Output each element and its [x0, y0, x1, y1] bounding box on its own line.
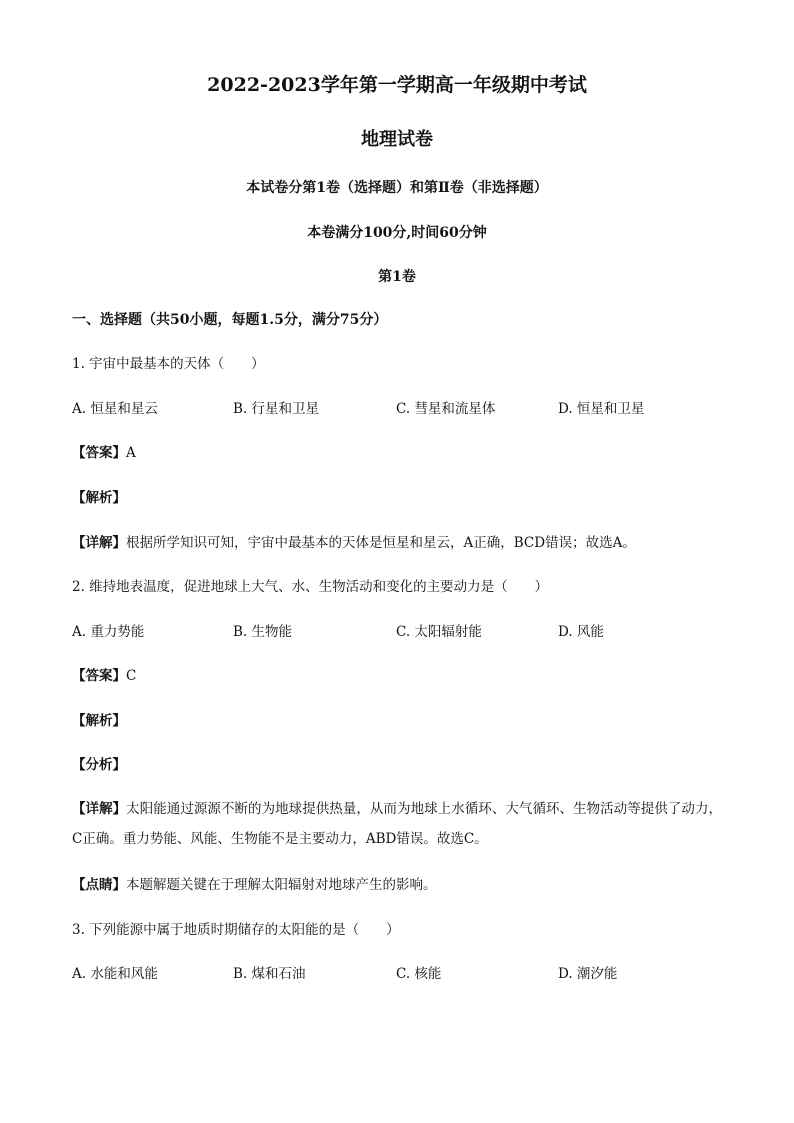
question-2-stem: 2. 维持地表温度，促进地球上大气、水、生物活动和变化的主要动力是（ ） — [72, 579, 549, 595]
volume-title: 第1卷 — [378, 269, 416, 285]
exam-title: 2022-2023学年第一学期高一年级期中考试 — [207, 74, 587, 96]
question-3-stem: 3. 下列能源中属于地质时期储存的太阳能的是（ ） — [72, 922, 400, 938]
question-1-detail — [72, 534, 636, 552]
answer-value: A — [126, 445, 136, 461]
section-heading: 一、选择题（共50小题，每题1.5分，满分75分） — [72, 312, 388, 328]
score-time-note: 本卷满分100分,时间60分钟 — [307, 225, 487, 241]
answer-tag: 【答案】 — [72, 445, 126, 461]
question-3-option-a: A. 水能和风能 — [72, 966, 158, 982]
question-1-option-b: B. 行星和卫星 — [233, 401, 320, 417]
point-text: 本题解题关键在于理解太阳辐射对地球产生的影响。 — [126, 877, 437, 893]
question-2-option-b: B. 生物能 — [233, 624, 293, 640]
question-3-option-c: C. 核能 — [396, 966, 442, 982]
question-1-analysis-tag: 【解析】 — [72, 490, 126, 506]
question-2-fenxi-tag: 【分析】 — [72, 757, 126, 773]
question-3-option-b: B. 煤和石油 — [233, 966, 306, 982]
detail-text: 太阳能通过源源不断的为地球提供热量，从而为地球上水循环、大气循环、生物活动等提供了动力，C正确。重力势能、风能、生物能不是主要动力，ABD错误。故选C。 — [72, 801, 723, 847]
question-1-option-c: C. 彗星和流星体 — [396, 401, 496, 417]
question-2-analysis-tag: 【解析】 — [72, 713, 126, 729]
question-1-answer — [72, 444, 136, 462]
point-tag: 【点睛】 — [72, 877, 126, 893]
answer-value: C — [126, 668, 137, 684]
answer-tag: 【答案】 — [72, 668, 126, 684]
question-2-option-d: D. 风能 — [558, 624, 604, 640]
question-2-detail — [72, 794, 722, 854]
question-3-option-d: D. 潮汐能 — [558, 966, 618, 982]
question-1-stem: 1. 宇宙中最基本的天体（ ） — [72, 356, 265, 372]
subject-title: 地理试卷 — [361, 129, 433, 150]
detail-tag: 【详解】 — [72, 535, 126, 551]
question-2-option-c: C. 太阳辐射能 — [396, 624, 482, 640]
question-2-point — [72, 876, 437, 894]
question-1-option-d: D. 恒星和卫星 — [558, 401, 645, 417]
question-2-option-a: A. 重力势能 — [72, 624, 145, 640]
detail-text: 根据所学知识可知，宇宙中最基本的天体是恒星和星云，A正确，BCD错误；故选A。 — [126, 535, 636, 551]
question-1-option-a: A. 恒星和星云 — [72, 401, 158, 417]
question-2-answer — [72, 667, 136, 685]
detail-tag: 【详解】 — [72, 801, 127, 817]
structure-note: 本试卷分第1卷（选择题）和第Ⅱ卷（非选择题） — [246, 180, 548, 196]
